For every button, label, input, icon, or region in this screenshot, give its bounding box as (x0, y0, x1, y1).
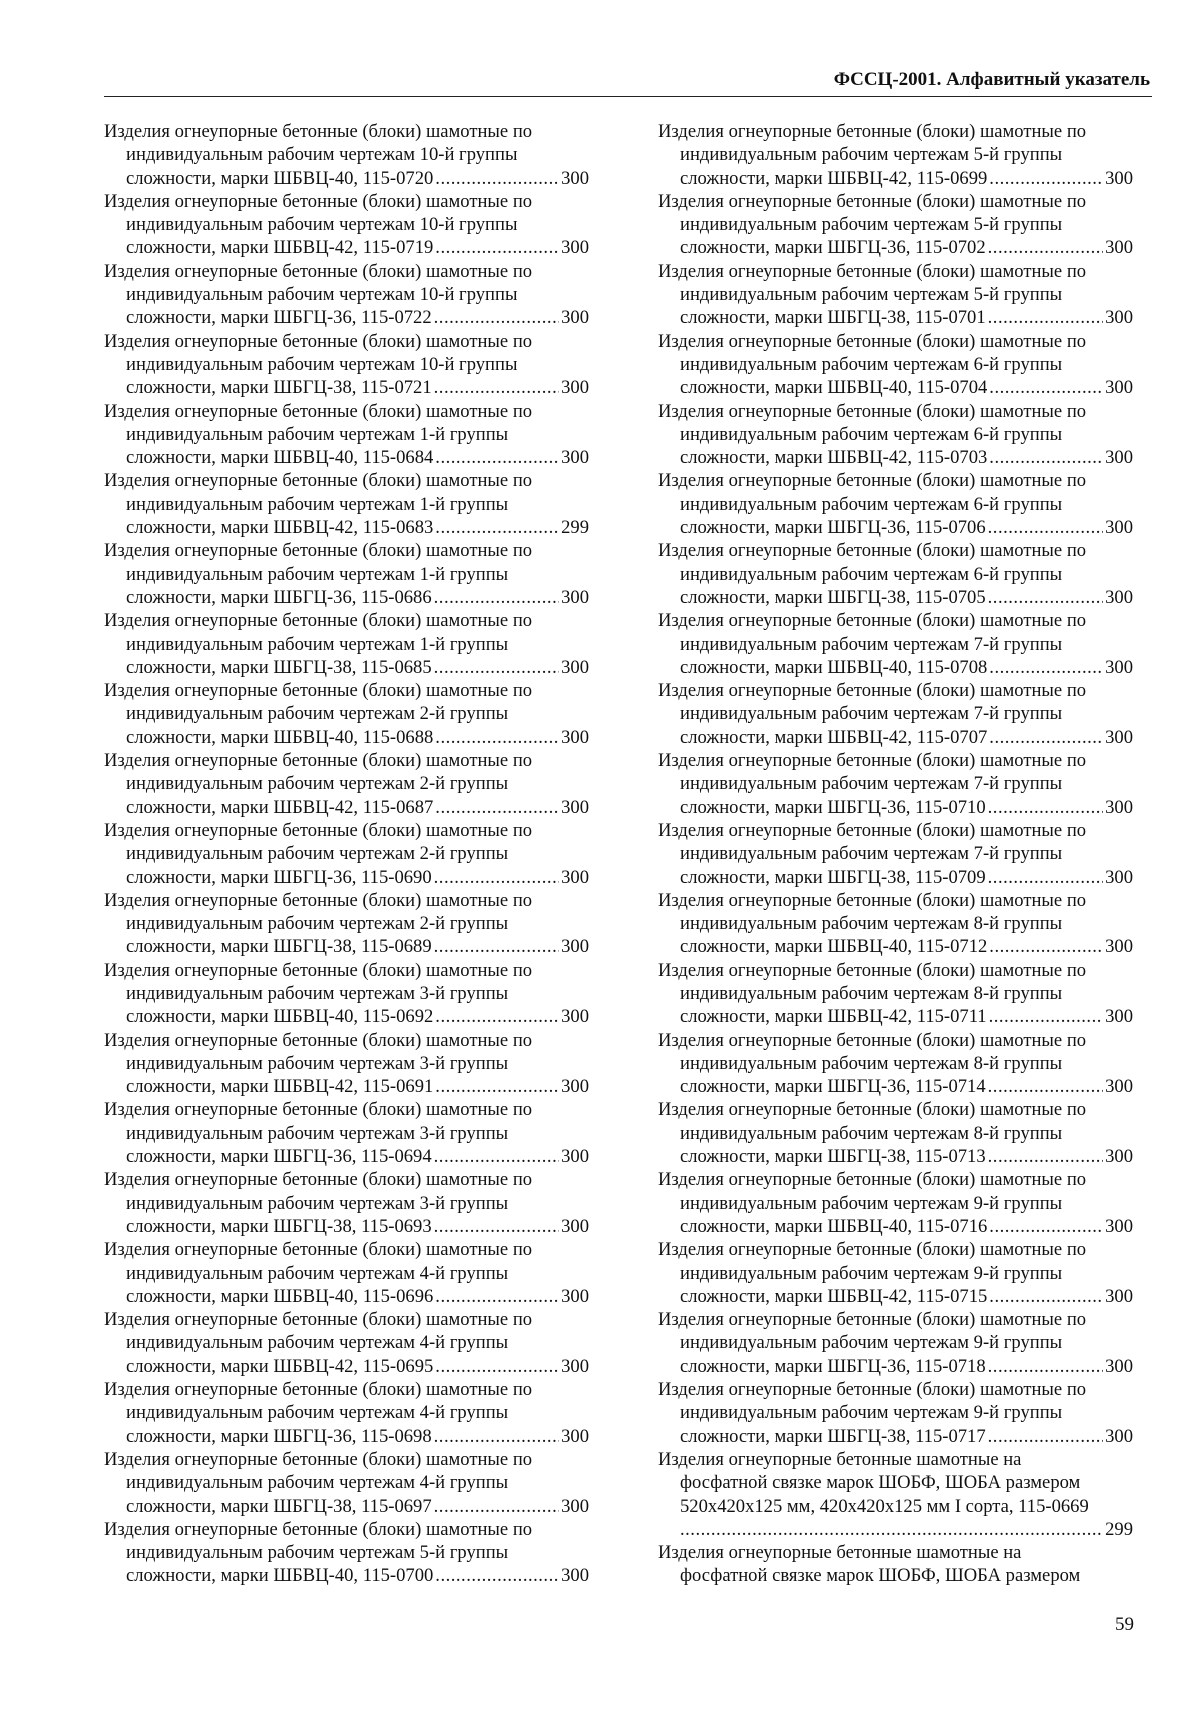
entry-line-3 (104, 1564, 589, 1587)
entry-line-1: Изделия огнеупорные бетонные (блоки) шамотные по (104, 190, 533, 212)
entry-label: сложности, марки ШБВЦ-40, 115-0720 (126, 167, 434, 189)
dot-leader (435, 1075, 559, 1098)
entry-line-2: индивидуальным рабочим чертежам 7-й группы (680, 843, 1063, 865)
index-entry (658, 959, 1133, 1029)
entry-line-3 (104, 1355, 589, 1378)
index-entry (658, 819, 1133, 889)
index-entry (658, 1029, 1133, 1099)
entry-line-3 (104, 1425, 589, 1448)
entry-line-1: Изделия огнеупорные бетонные (блоки) шамотные по (658, 819, 1087, 841)
entry-line-3 (104, 1005, 589, 1028)
index-entry (658, 889, 1133, 959)
entry-line-2: индивидуальным рабочим чертежам 4-й группы (126, 1262, 509, 1284)
index-entry (104, 1378, 589, 1448)
entry-line-1: Изделия огнеупорные бетонные (блоки) шамотные по (658, 1029, 1087, 1051)
entry-line-3 (658, 586, 1133, 609)
entry-line-3 (104, 167, 589, 190)
entry-line-1: Изделия огнеупорные бетонные (блоки) шамотные по (658, 470, 1087, 492)
entry-line-1: Изделия огнеупорные бетонные (блоки) шамотные по (104, 1169, 533, 1191)
page-number: 59 (1115, 1614, 1134, 1635)
entry-page-ref: 300 (561, 1215, 589, 1237)
entry-label: сложности, марки ШБГЦ-38, 115-0721 (126, 377, 432, 399)
dot-leader (435, 516, 559, 539)
entry-line-1: Изделия огнеупорные бетонные (блоки) шамотные по (658, 610, 1087, 632)
entry-page-ref: 300 (1105, 656, 1133, 678)
index-entry (658, 1098, 1133, 1168)
entry-line-3 (658, 1215, 1133, 1238)
dot-leader (435, 167, 559, 190)
entry-line-2: индивидуальным рабочим чертежам 7-й группы (680, 773, 1063, 795)
entry-line-3 (104, 1285, 589, 1308)
entry-line-2: фосфатной связке марок ШОБФ, ШОБА размером (680, 1472, 1081, 1494)
dot-leader (435, 1564, 559, 1587)
entry-line-2: индивидуальным рабочим чертежам 7-й группы (680, 703, 1063, 725)
entry-line-1: Изделия огнеупорные бетонные (блоки) шамотные по (104, 1099, 533, 1121)
dot-leader (435, 1005, 559, 1028)
entry-line-2: индивидуальным рабочим чертежам 10-й группы (126, 214, 518, 236)
dot-leader (435, 726, 559, 749)
entry-line-2: индивидуальным рабочим чертежам 8-й группы (680, 913, 1063, 935)
dot-leader (988, 1145, 1103, 1168)
entry-line-2: индивидуальным рабочим чертежам 8-й группы (680, 1122, 1063, 1144)
entry-label: сложности, марки ШБВЦ-42, 115-0695 (126, 1355, 434, 1377)
entry-label: сложности, марки ШБВЦ-40, 115-0712 (680, 936, 988, 958)
entry-line-3 (104, 726, 589, 749)
entry-line-2: индивидуальным рабочим чертежам 9-й группы (680, 1262, 1063, 1284)
dot-leader (989, 446, 1103, 469)
entry-line-1: Изделия огнеупорные бетонные (блоки) шамотные по (104, 121, 533, 142)
entry-line-2: индивидуальным рабочим чертежам 9-й группы (680, 1332, 1063, 1354)
entry-page-ref: 300 (561, 726, 589, 748)
dot-leader (435, 236, 559, 259)
entry-label: сложности, марки ШБВЦ-42, 115-0719 (126, 237, 434, 259)
dot-leader (434, 1145, 559, 1168)
entry-label: сложности, марки ШБВЦ-40, 115-0716 (680, 1215, 988, 1237)
entry-page-ref: 300 (1105, 167, 1133, 189)
entry-line-3 (104, 796, 589, 819)
entry-line-2: индивидуальным рабочим чертежам 1-й группы (126, 493, 509, 515)
entry-line-3 (658, 1075, 1133, 1098)
entry-label: сложности, марки ШБВЦ-42, 115-0715 (680, 1285, 988, 1307)
entry-line-1: Изделия огнеупорные бетонные (блоки) шамотные по (104, 260, 533, 282)
entry-line-1: Изделия огнеупорные бетонные (блоки) шамотные по (658, 400, 1087, 422)
index-entry (658, 1308, 1133, 1378)
entry-line-3 (104, 1075, 589, 1098)
entry-line-3 (104, 935, 589, 958)
entry-line-1: Изделия огнеупорные бетонные (блоки) шамотные по (104, 1518, 533, 1540)
index-entry (104, 1029, 589, 1099)
entry-page-ref: 300 (1105, 1425, 1133, 1447)
entry-line-2: индивидуальным рабочим чертежам 8-й группы (680, 982, 1063, 1004)
entry-line-3 (104, 656, 589, 679)
entry-page-ref: 300 (1105, 1355, 1133, 1377)
left-column (104, 120, 589, 1588)
index-entry (658, 1168, 1133, 1238)
entry-line-1: Изделия огнеупорные бетонные (блоки) шамотные по (104, 680, 533, 702)
entry-page-ref: 300 (1105, 447, 1133, 469)
entry-page-ref: 300 (1105, 517, 1133, 539)
entry-line-2: индивидуальным рабочим чертежам 1-й группы (126, 563, 509, 585)
dot-leader (434, 866, 559, 889)
entry-line-1: Изделия огнеупорные бетонные (блоки) шамотные по (104, 330, 533, 352)
entry-label: сложности, марки ШБВЦ-42, 115-0707 (680, 726, 988, 748)
entry-line-3 (658, 1005, 1133, 1028)
entry-line-2: индивидуальным рабочим чертежам 9-й группы (680, 1402, 1063, 1424)
entry-line-2: индивидуальным рабочим чертежам 2-й группы (126, 773, 509, 795)
entry-line-3 (658, 726, 1133, 749)
entry-label: сложности, марки ШБГЦ-36, 115-0710 (680, 796, 986, 818)
entry-page-ref: 300 (561, 936, 589, 958)
entry-line-1: Изделия огнеупорные бетонные (блоки) шамотные по (658, 1379, 1087, 1401)
entry-line-1: Изделия огнеупорные бетонные (блоки) шамотные по (104, 400, 533, 422)
entry-page-ref: 300 (561, 1355, 589, 1377)
entry-line-3 (658, 516, 1133, 539)
entry-page-ref: 300 (1105, 866, 1133, 888)
index-entry (104, 1308, 589, 1378)
dot-leader (988, 236, 1103, 259)
entry-line-2: индивидуальным рабочим чертежам 5-й группы (126, 1542, 509, 1564)
entry-label: сложности, марки ШБВЦ-42, 115-0711 (680, 1006, 987, 1028)
index-entry (658, 120, 1133, 190)
entry-line-2: индивидуальным рабочим чертежам 5-й группы (680, 214, 1063, 236)
entry-label: сложности, марки ШБВЦ-42, 115-0691 (126, 1076, 434, 1098)
dot-leader (435, 446, 559, 469)
entry-page-ref: 300 (1105, 1006, 1133, 1028)
index-entry (104, 1448, 589, 1518)
entry-label: сложности, марки ШБГЦ-38, 115-0713 (680, 1146, 986, 1168)
right-column (658, 120, 1133, 1588)
entry-page-ref: 300 (561, 1006, 589, 1028)
entry-line-3 (658, 1285, 1133, 1308)
running-header (104, 66, 1152, 97)
entry-line-1: Изделия огнеупорные бетонные (блоки) шамотные по (104, 1448, 533, 1470)
dot-leader (434, 376, 559, 399)
entry-line-1: Изделия огнеупорные бетонные (блоки) шамотные по (104, 1239, 533, 1261)
entry-page-ref: 300 (561, 1285, 589, 1307)
entry-line-3 (104, 306, 589, 329)
entry-line-2: индивидуальным рабочим чертежам 3-й группы (126, 1192, 509, 1214)
entry-line-2: индивидуальным рабочим чертежам 10-й группы (126, 284, 518, 306)
entry-page-ref: 300 (1105, 237, 1133, 259)
entry-label: сложности, марки ШБВЦ-42, 115-0703 (680, 447, 988, 469)
entry-label: сложности, марки ШБВЦ-40, 115-0700 (126, 1565, 434, 1587)
entry-line-2: индивидуальным рабочим чертежам 6-й группы (680, 493, 1063, 515)
entry-label: сложности, марки ШБВЦ-42, 115-0699 (680, 167, 988, 189)
index-entry (658, 1378, 1133, 1448)
entry-label: сложности, марки ШБГЦ-38, 115-0685 (126, 656, 432, 678)
entry-line-3 (104, 236, 589, 259)
entry-line-1: Изделия огнеупорные бетонные (блоки) шамотные по (104, 1029, 533, 1051)
index-entry-special-1 (658, 1448, 1133, 1541)
entry-line-3 (104, 376, 589, 399)
entry-label: сложности, марки ШБВЦ-40, 115-0688 (126, 726, 434, 748)
entry-line-1: Изделия огнеупорные бетонные (блоки) шамотные по (658, 750, 1087, 772)
entry-line-1: Изделия огнеупорные бетонные (блоки) шамотные по (104, 819, 533, 841)
entry-label: сложности, марки ШБГЦ-38, 115-0701 (680, 307, 986, 329)
dot-leader (988, 796, 1103, 819)
entry-line-3 (658, 167, 1133, 190)
entry-line-2: индивидуальным рабочим чертежам 4-й группы (126, 1332, 509, 1354)
dot-leader (988, 306, 1103, 329)
entry-page-ref: 300 (561, 1425, 589, 1447)
right-entries (658, 120, 1133, 1448)
entry-label: сложности, марки ШБГЦ-38, 115-0709 (680, 866, 986, 888)
entry-line-2: индивидуальным рабочим чертежам 3-й группы (126, 1122, 509, 1144)
index-entry (658, 469, 1133, 539)
entry-page-ref: 300 (1105, 796, 1133, 818)
entry-line-3 (658, 306, 1133, 329)
dot-leader (434, 656, 559, 679)
dot-leader (989, 726, 1103, 749)
entry-line-1: Изделия огнеупорные бетонные шамотные на (658, 1542, 1022, 1564)
entry-line-2: индивидуальным рабочим чертежам 4-й группы (126, 1402, 509, 1424)
header-title: ФССЦ-2001. Алфавитный указатель (833, 69, 1150, 90)
entry-line-3 (658, 935, 1133, 958)
entry-page-ref: 300 (561, 586, 589, 608)
dot-leader (434, 586, 559, 609)
index-entry (104, 400, 589, 470)
dot-leader (989, 167, 1103, 190)
entry-label: сложности, марки ШБГЦ-38, 115-0697 (126, 1495, 432, 1517)
entry-line-3 (104, 1495, 589, 1518)
index-entry (104, 120, 589, 190)
entry-page-ref: 300 (561, 237, 589, 259)
entry-page-ref: 300 (561, 1565, 589, 1587)
entry-label: сложности, марки ШБГЦ-36, 115-0706 (680, 517, 986, 539)
entry-line-2: индивидуальным рабочим чертежам 5-й группы (680, 284, 1063, 306)
index-entry (104, 539, 589, 609)
entry-page-ref: 300 (561, 1495, 589, 1517)
index-entry (658, 609, 1133, 679)
entry-page-ref: 299 (561, 517, 589, 539)
dot-leader (680, 1518, 1103, 1541)
entry-line-2: индивидуальным рабочим чертежам 7-й группы (680, 633, 1063, 655)
entry-line-3 (658, 446, 1133, 469)
entry-label: сложности, марки ШБГЦ-36, 115-0714 (680, 1076, 986, 1098)
entry-line-1: Изделия огнеупорные бетонные (блоки) шамотные по (104, 959, 533, 981)
dot-leader (989, 376, 1103, 399)
dot-leader (434, 935, 559, 958)
index-entry (104, 679, 589, 749)
entry-label: сложности, марки ШБГЦ-38, 115-0693 (126, 1215, 432, 1237)
entry-line-2: фосфатной связке марок ШОБФ, ШОБА размером (680, 1565, 1081, 1587)
index-entry (658, 330, 1133, 400)
entry-line-2: индивидуальным рабочим чертежам 6-й группы (680, 423, 1063, 445)
index-entry (104, 609, 589, 679)
entry-line-3 (658, 1355, 1133, 1378)
entry-page-ref: 300 (1105, 1076, 1133, 1098)
index-entry (104, 749, 589, 819)
entry-line-1: Изделия огнеупорные бетонные шамотные на (658, 1448, 1022, 1470)
entry-line-3 (104, 446, 589, 469)
entry-label: сложности, марки ШБВЦ-40, 115-0684 (126, 447, 434, 469)
index-entry (658, 749, 1133, 819)
entry-line-1: Изделия огнеупорные бетонные (блоки) шамотные по (104, 470, 533, 492)
entry-line-1: Изделия огнеупорные бетонные (блоки) шамотные по (658, 330, 1087, 352)
entry-line-3 (104, 866, 589, 889)
entry-label: сложности, марки ШБВЦ-40, 115-0704 (680, 377, 988, 399)
dot-leader (988, 1355, 1103, 1378)
entry-line-2: индивидуальным рабочим чертежам 2-й группы (126, 703, 509, 725)
index-entry (104, 1238, 589, 1308)
entry-page-ref: 300 (561, 1076, 589, 1098)
entry-line-2: индивидуальным рабочим чертежам 10-й группы (126, 144, 518, 166)
entry-label: сложности, марки ШБГЦ-36, 115-0722 (126, 307, 432, 329)
entry-line-1: Изделия огнеупорные бетонные (блоки) шамотные по (658, 680, 1087, 702)
entry-line-3 (658, 796, 1133, 819)
entry-page-ref: 300 (1105, 377, 1133, 399)
entry-line-2: индивидуальным рабочим чертежам 3-й группы (126, 982, 509, 1004)
entry-page-ref: 300 (561, 1146, 589, 1168)
entry-page-ref: 300 (561, 656, 589, 678)
dot-leader (989, 1215, 1103, 1238)
dot-leader (989, 1005, 1104, 1028)
entry-label: сложности, марки ШБГЦ-36, 115-0698 (126, 1425, 432, 1447)
entry-line-3 (658, 1425, 1133, 1448)
dot-leader (434, 1215, 559, 1238)
entry-page-ref: 300 (561, 307, 589, 329)
dot-leader (435, 1355, 559, 1378)
entry-line-3 (658, 376, 1133, 399)
entry-line-1: Изделия огнеупорные бетонные (блоки) шамотные по (658, 260, 1087, 282)
dot-leader (988, 516, 1103, 539)
index-entry (104, 190, 589, 260)
entry-line-1: Изделия огнеупорные бетонные (блоки) шамотные по (658, 540, 1087, 562)
index-entry (658, 539, 1133, 609)
entry-page-ref: 300 (1105, 586, 1133, 608)
entry-page-ref: 300 (561, 796, 589, 818)
entry-label: сложности, марки ШБВЦ-42, 115-0683 (126, 517, 434, 539)
entry-page-ref: 300 (1105, 1285, 1133, 1307)
entry-line-3 (104, 586, 589, 609)
entry-line-3 (658, 656, 1133, 679)
index-entry (658, 400, 1133, 470)
dot-leader (989, 935, 1103, 958)
entry-label: сложности, марки ШБГЦ-38, 115-0717 (680, 1425, 986, 1447)
entry-page-ref: 300 (561, 866, 589, 888)
entry-label: сложности, марки ШБГЦ-36, 115-0690 (126, 866, 432, 888)
entry-page-ref: 300 (1105, 936, 1133, 958)
entry-line-1: Изделия огнеупорные бетонные (блоки) шамотные по (104, 1379, 533, 1401)
entry-line-2: индивидуальным рабочим чертежам 10-й группы (126, 353, 518, 375)
entry-page-ref: 300 (1105, 726, 1133, 748)
entry-line-1: Изделия огнеупорные бетонные (блоки) шамотные по (658, 1309, 1087, 1331)
index-entry (104, 260, 589, 330)
entry-line-2: индивидуальным рабочим чертежам 2-й группы (126, 843, 509, 865)
index-entry-special-2 (658, 1541, 1133, 1588)
entry-line-2: индивидуальным рабочим чертежам 8-й группы (680, 1052, 1063, 1074)
entry-line-1: Изделия огнеупорные бетонные (блоки) шамотные по (658, 959, 1087, 981)
entry-line-2: индивидуальным рабочим чертежам 4-й группы (126, 1472, 509, 1494)
entry-label: сложности, марки ШБГЦ-36, 115-0702 (680, 237, 986, 259)
entry-page-ref: 300 (1105, 307, 1133, 329)
dot-leader (989, 1285, 1103, 1308)
entry-line-2: индивидуальным рабочим чертежам 2-й группы (126, 913, 509, 935)
entry-page-ref: 300 (1105, 1146, 1133, 1168)
entry-label: сложности, марки ШБГЦ-36, 115-0694 (126, 1146, 432, 1168)
index-entry (104, 819, 589, 889)
dot-leader (989, 656, 1103, 679)
entry-line-2: индивидуальным рабочим чертежам 6-й группы (680, 353, 1063, 375)
index-entry (658, 190, 1133, 260)
entry-line-1: Изделия огнеупорные бетонные (блоки) шамотные по (104, 889, 533, 911)
entry-page-ref: 300 (561, 167, 589, 189)
dot-leader (434, 1425, 559, 1448)
entry-label: сложности, марки ШБГЦ-36, 115-0686 (126, 586, 432, 608)
entry-line-1: Изделия огнеупорные бетонные (блоки) шамотные по (104, 1309, 533, 1331)
index-entry (104, 1168, 589, 1238)
entry-label: сложности, марки ШБВЦ-40, 115-0692 (126, 1006, 434, 1028)
index-entry (104, 1518, 589, 1588)
entry-label: сложности, марки ШБВЦ-42, 115-0687 (126, 796, 434, 818)
dot-leader (988, 586, 1103, 609)
entry-line-1: Изделия огнеупорные бетонные (блоки) шамотные по (658, 121, 1087, 142)
dot-leader (435, 796, 559, 819)
entry-label: сложности, марки ШБВЦ-40, 115-0696 (126, 1285, 434, 1307)
entry-page-ref: 300 (1105, 1215, 1133, 1237)
index-entry (104, 889, 589, 959)
index-entry (104, 469, 589, 539)
entry-line-3 (104, 1145, 589, 1168)
entry-label: сложности, марки ШБГЦ-38, 115-0689 (126, 936, 432, 958)
entry-label: сложности, марки ШБВЦ-40, 115-0708 (680, 656, 988, 678)
index-entry (104, 1098, 589, 1168)
entry-line-3 (658, 236, 1133, 259)
entry-line-2: индивидуальным рабочим чертежам 3-й группы (126, 1052, 509, 1074)
entry-line-1: Изделия огнеупорные бетонные (блоки) шамотные по (658, 1239, 1087, 1261)
entry-line-1: Изделия огнеупорные бетонные (блоки) шамотные по (104, 540, 533, 562)
entry-line-1: Изделия огнеупорные бетонные (блоки) шамотные по (658, 889, 1087, 911)
dot-leader (988, 866, 1103, 889)
entry-page-ref: 299 (1105, 1518, 1133, 1540)
entry-line-2: индивидуальным рабочим чертежам 1-й группы (126, 633, 509, 655)
entry-line-1: Изделия огнеупорные бетонные (блоки) шамотные по (658, 1099, 1087, 1121)
dot-leader (435, 1285, 559, 1308)
index-entry (104, 330, 589, 400)
entry-line-1: Изделия огнеупорные бетонные (блоки) шамотные по (104, 750, 533, 772)
entry-line-3 (658, 866, 1133, 889)
index-entry (658, 1238, 1133, 1308)
entry-line-2: индивидуальным рабочим чертежам 6-й группы (680, 563, 1063, 585)
entry-label: сложности, марки ШБГЦ-36, 115-0718 (680, 1355, 986, 1377)
entry-line-1: Изделия огнеупорные бетонные (блоки) шамотные по (104, 610, 533, 632)
entry-line-2: индивидуальным рабочим чертежам 9-й группы (680, 1192, 1063, 1214)
entry-line-3: 520х420х125 мм, 420х420х125 мм I сорта, 115-0669 (680, 1495, 1089, 1517)
entry-line-3 (104, 516, 589, 539)
dot-leader (988, 1075, 1103, 1098)
dot-leader (434, 306, 559, 329)
entry-line-3 (658, 1145, 1133, 1168)
entry-line-2: индивидуальным рабочим чертежам 1-й группы (126, 423, 509, 445)
entry-label: сложности, марки ШБГЦ-38, 115-0705 (680, 586, 986, 608)
entry-line-1: Изделия огнеупорные бетонные (блоки) шамотные по (658, 1169, 1087, 1191)
entry-page-ref: 300 (561, 377, 589, 399)
index-entry (658, 679, 1133, 749)
index-entry (104, 959, 589, 1029)
dot-leader (988, 1425, 1103, 1448)
dot-leader (434, 1495, 559, 1518)
entry-line-3 (104, 1215, 589, 1238)
entry-leader-line (658, 1518, 1133, 1541)
entry-line-1: Изделия огнеупорные бетонные (блоки) шамотные по (658, 190, 1087, 212)
entry-page-ref: 300 (561, 447, 589, 469)
entry-line-2: индивидуальным рабочим чертежам 5-й группы (680, 144, 1063, 166)
index-entry (658, 260, 1133, 330)
